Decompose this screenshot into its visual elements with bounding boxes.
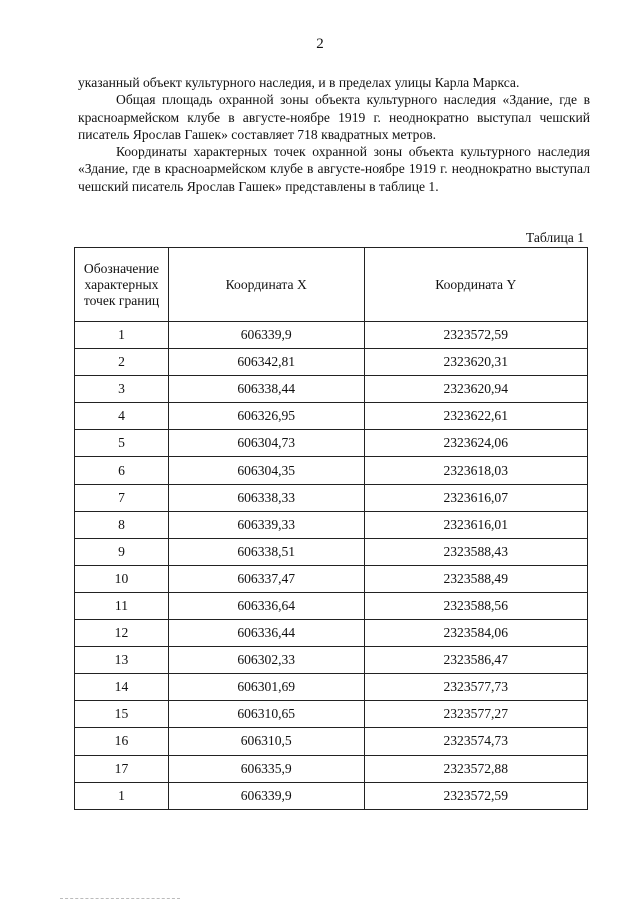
- cell-point-number: 10: [75, 565, 169, 592]
- cell-coordinate-y: 2323572,59: [364, 782, 588, 809]
- cell-coordinate-y: 2323572,88: [364, 755, 588, 782]
- cell-point-number: 1: [75, 782, 169, 809]
- cell-coordinate-x: 606336,64: [168, 592, 364, 619]
- cell-coordinate-y: 2323584,06: [364, 620, 588, 647]
- header-coordinate-x: Координата X: [168, 248, 364, 322]
- table-row: [75, 457, 588, 484]
- table-row: [75, 403, 588, 430]
- cell-coordinate-y: 2323620,31: [364, 349, 588, 376]
- cell-coordinate-x: 606335,9: [168, 755, 364, 782]
- cell-point-number: 15: [75, 701, 169, 728]
- paragraph-coordinates: Координаты характерных точек охранной зоны объекта культурного наследия «Здание, где в красноармейском клубе в августе-ноябре 1919 г. неоднократно выступал чешский писатель Ярослав Гашек» представлены в таблице 1.: [78, 144, 590, 194]
- table-caption: Таблица 1: [525, 230, 584, 245]
- cell-coordinate-x: 606304,73: [168, 430, 364, 457]
- cell-point-number: 17: [75, 755, 169, 782]
- cell-point-number: 1: [75, 322, 169, 349]
- cell-coordinate-x: 606342,81: [168, 349, 364, 376]
- body-text: [78, 74, 590, 195]
- table-row: [75, 647, 588, 674]
- cell-coordinate-y: 2323572,59: [364, 322, 588, 349]
- cell-point-number: 8: [75, 511, 169, 538]
- cell-coordinate-x: 606338,44: [168, 376, 364, 403]
- cell-point-number: 16: [75, 728, 169, 755]
- paragraph-area: Общая площадь охранной зоны объекта культурного наследия «Здание, где в красноармейском клубе в августе-ноябре 1919 г. неоднократно выступал чешский писатель Ярослав Гашек» составляет 718 квадратных метров.: [78, 92, 590, 142]
- cell-point-number: 5: [75, 430, 169, 457]
- cell-coordinate-x: 606337,47: [168, 565, 364, 592]
- table-row: [75, 322, 588, 349]
- cell-point-number: 14: [75, 674, 169, 701]
- cell-coordinate-y: 2323586,47: [364, 647, 588, 674]
- cell-coordinate-x: 606310,5: [168, 728, 364, 755]
- cell-coordinate-y: 2323616,07: [364, 484, 588, 511]
- cell-coordinate-y: 2323577,73: [364, 674, 588, 701]
- table-row: [75, 511, 588, 538]
- paragraph-continuation: указанный объект культурного наследия, и в пределах улицы Карла Маркса.: [78, 75, 520, 90]
- table-row: [75, 674, 588, 701]
- header-point-designation: Обозначение характерных точек границ: [75, 248, 169, 322]
- table-row: [75, 484, 588, 511]
- table-row: [75, 565, 588, 592]
- cell-coordinate-x: 606339,9: [168, 322, 364, 349]
- cell-coordinate-x: 606338,33: [168, 484, 364, 511]
- cell-point-number: 7: [75, 484, 169, 511]
- table-row: [75, 592, 588, 619]
- cell-coordinate-y: 2323577,27: [364, 701, 588, 728]
- table-body: [75, 322, 588, 810]
- page-number: 2: [316, 36, 324, 52]
- cell-point-number: 4: [75, 403, 169, 430]
- cell-coordinate-y: 2323624,06: [364, 430, 588, 457]
- cell-coordinate-y: 2323588,49: [364, 565, 588, 592]
- cell-coordinate-x: 606339,9: [168, 782, 364, 809]
- cell-coordinate-x: 606310,65: [168, 701, 364, 728]
- table-row: [75, 538, 588, 565]
- table-row: [75, 620, 588, 647]
- cell-coordinate-y: 2323588,56: [364, 592, 588, 619]
- table-row: [75, 376, 588, 403]
- coordinates-table: [74, 247, 588, 810]
- cell-coordinate-x: 606304,35: [168, 457, 364, 484]
- cell-point-number: 3: [75, 376, 169, 403]
- table-row: [75, 349, 588, 376]
- footer-divider: [60, 898, 180, 899]
- cell-point-number: 13: [75, 647, 169, 674]
- cell-point-number: 2: [75, 349, 169, 376]
- header-coordinate-y: Координата Y: [364, 248, 588, 322]
- cell-coordinate-y: 2323616,01: [364, 511, 588, 538]
- cell-coordinate-x: 606339,33: [168, 511, 364, 538]
- cell-coordinate-y: 2323574,73: [364, 728, 588, 755]
- table-row: [75, 782, 588, 809]
- table-header-row: [75, 248, 588, 322]
- cell-coordinate-x: 606301,69: [168, 674, 364, 701]
- table-row: [75, 755, 588, 782]
- cell-coordinate-x: 606336,44: [168, 620, 364, 647]
- cell-coordinate-y: 2323588,43: [364, 538, 588, 565]
- cell-point-number: 9: [75, 538, 169, 565]
- cell-point-number: 6: [75, 457, 169, 484]
- cell-coordinate-x: 606326,95: [168, 403, 364, 430]
- cell-coordinate-x: 606302,33: [168, 647, 364, 674]
- table-row: [75, 430, 588, 457]
- cell-coordinate-x: 606338,51: [168, 538, 364, 565]
- cell-coordinate-y: 2323622,61: [364, 403, 588, 430]
- cell-coordinate-y: 2323618,03: [364, 457, 588, 484]
- cell-point-number: 12: [75, 620, 169, 647]
- cell-coordinate-y: 2323620,94: [364, 376, 588, 403]
- table-row: [75, 728, 588, 755]
- cell-point-number: 11: [75, 592, 169, 619]
- table-row: [75, 701, 588, 728]
